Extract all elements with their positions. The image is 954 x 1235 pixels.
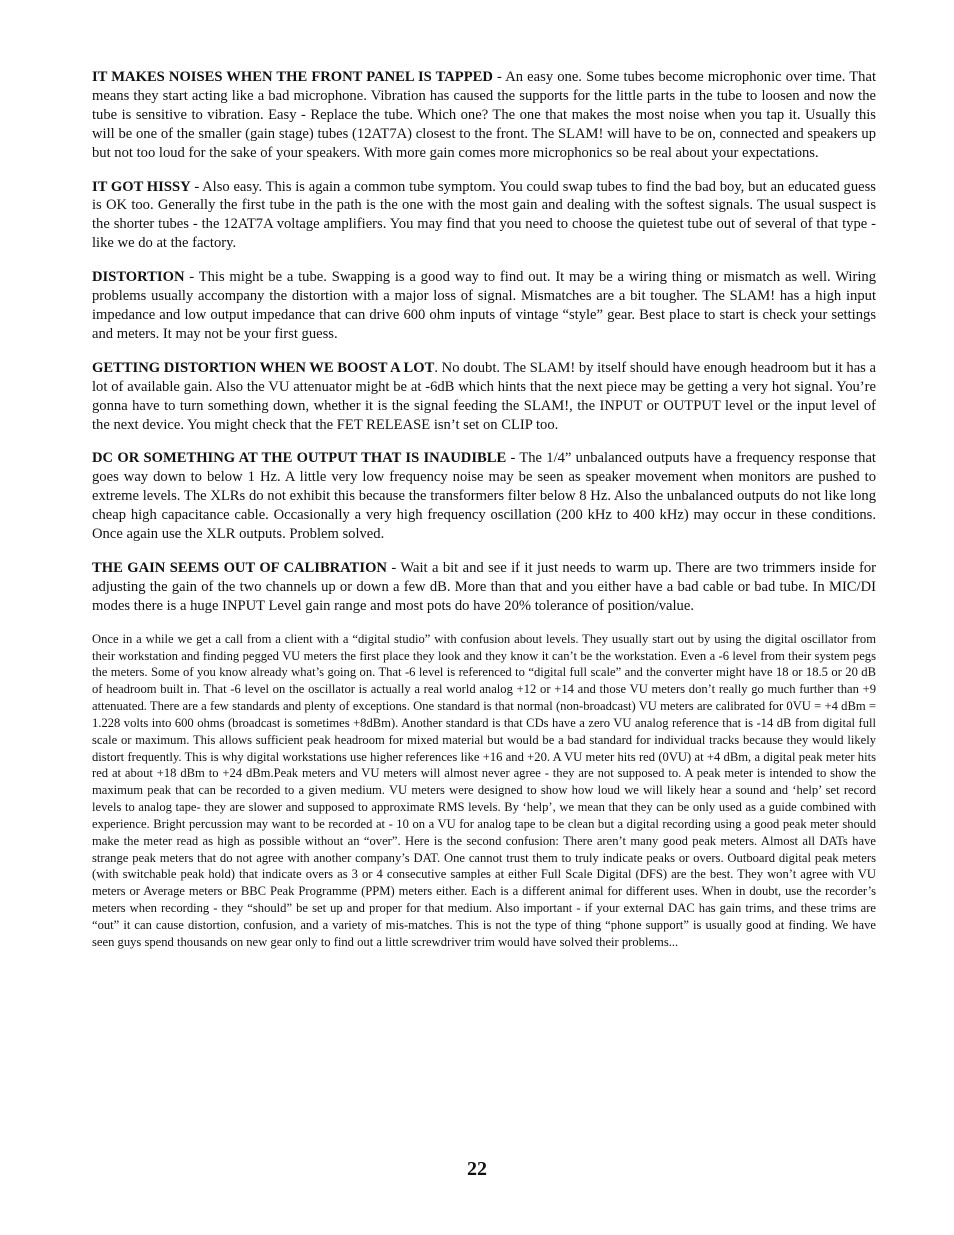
digital-levels-note: Once in a while we get a call from a client with a “digital studio” with confusion about levels. They usually start out by using the digital oscillator from their workstation and finding pegged VU meters the first place they look and they know it can’t be the workstation. Even a -6 level from their system pegs the meters. Some of you know already what’s going on. That -6 level is referenced to “digital full scale” and the converter might have 18 or 18.5 or 20 dB of headroom built in. That -6 level on the oscillator is actually a real world analog +12 or +14 and those VU meters don’t really go much further than +9 attenuated. There are a few standards and plenty of exceptions. One standard is that normal (non-broadcast) VU meters are calibrated for 0VU = +4 dBm = 1.228 volts into 600 ohms (broadcast is sometimes +8dBm). Another standard is that CDs have a zero VU analog reference that is -14 dB from digital full scale or maximum. This allows sufficient peak headroom for mixed material but would be a bad standard for individual tracks because they would likely distort frequently. This is why digital workstations use higher references like +16 and +20. A VU meter hits red (0VU) at +4 dBm, a digital peak meter hits red at about +18 dBm to +24 dBm.Peak meters and VU meters will almost never agree - they are not supposed to. A peak meter is intended to show the maximum peak that can be recorded to a given medium. VU meters were designed to show how loud we will likely hear a sound and ‘help’ set record levels to analog tape- they are slower and supposed to approximate RMS levels. By ‘help’, we mean that they can be only used as a guide combined with experience. Bright percussion may want to be recorded at - 10 on a VU for analog tape to be clean but a digital recording using a good peak meter should make the meter read as high as possible without an “over”. Here is the second confusion: There aren’t many good peak meters. Almost all DATs have strange peak meters that do not agree with another company’s DAT. One cannot trust them to truly indicate peaks or overs. Outboard digital peak meters (with switchable peak hold) that indicate overs as 3 or 4 consecutive samples at either Full Scale Digital (DFS) are the best. They won’t agree with VU meters or Average meters or BBC Peak Programme (PPM) meters either. Each is a different animal for different uses. When in doubt, use the recorder’s meters when recording - they “should” be set up and proper for that medium. Also important - if your external DAC has gain trims, and these trims are “out” it can cause distortion, confusion, and a variety of mis-matches. This is not the type of thing “phone support” is usually good at finding. We have seen guys spend thousands on new gear only to find out a little screwdriver trim would have solved their problems... xyxy=(92,631,876,949)
section-heading: DC OR SOMETHING AT THE OUTPUT THAT IS INAUDIBLE xyxy=(92,450,507,467)
section-distortion xyxy=(92,268,876,344)
section-body: - The 1/4” unbalanced outputs have a frequency response that goes way down to below 1 Hz. A little very low frequency noise may be seen as speaker movement when monitors are pushed to extreme levels. The XLRs do not exhibit this because the transformers filter below 8 Hz. Also the unbalanced outputs do not like long cheap high capacitance cable. Occasionally a very high frequency oscillation (200 kHz to 400 kHz) may occur in these conditions. Once again use the XLR outputs. Problem solved. xyxy=(92,450,876,543)
section-heading: IT GOT HISSY xyxy=(92,178,191,195)
section-heading: THE GAIN SEEMS OUT OF CALIBRATION xyxy=(92,559,387,576)
section-hissy xyxy=(92,178,876,254)
section-body: - An easy one. Some tubes become microphonic over time. That means they start acting like a bad microphone. Vibration has caused the supports for the little parts in the tube to loosen and now the tube is sensitive to vibration. Easy - Replace the tube. Which one? The one that makes the most noise when you tap it. Usually this will be one of the smaller (gain stage) tubes (12AT7A) closest to the front. The SLAM! will have to be on, connected and speakers up but not too loud for the sake of your speakers. With more gain comes more microphonics so be real about your expectations. xyxy=(92,69,877,161)
section-heading: IT MAKES NOISES WHEN THE FRONT PANEL IS TAPPED xyxy=(92,69,493,85)
section-body: . No doubt. The SLAM! by itself should have enough headroom but it has a lot of available gain. Also the VU attenuator might be at -6dB which hints that the next piece may be getting a very hot signal. You’re gonna have to turn something down, whether it is the signal feeding the SLAM!, the INPUT or OUTPUT level or the input level of the next device. You might check that the FET RELEASE isn’t set on CLIP too. xyxy=(92,359,876,433)
section-body: - Wait a bit and see if it just needs to warm up. There are two trimmers inside for adjusting the gain of the two channels up or down a few dB. More than that and you either have a bad cable or bad tube. In MIC/DI modes there is a huge INPUT Level gain range and most pots do have 20% tolerance of position/value. xyxy=(92,559,876,614)
section-body: - Also easy. This is again a common tube symptom. You could swap tubes to find the bad boy, but an educated guess is OK too. Generally the first tube in the path is the one with the most gain and dealing with the softest signals. The usual suspect is the shorter tubes - the 12AT7A voltage amplifiers. You may find that you need to choose the quietest tube out of several of that type - like we do at the factory. xyxy=(92,178,876,252)
manual-page xyxy=(92,68,876,951)
section-body: - This might be a tube. Swapping is a good way to find out. It may be a wiring thing or mismatch as well. Wiring problems usually accompany the distortion with a major loss of signal. Mismatches are a bit tougher. The SLAM! has a high input impedance and low output impedance that can drive 600 ohm inputs of vintage “style” gear. Best place to start is check your settings and meters. It may not be your first guess. xyxy=(92,269,876,342)
section-dc-output xyxy=(92,449,876,544)
section-boost-distortion xyxy=(92,359,876,435)
page-number: 22 xyxy=(467,1158,487,1180)
section-heading: DISTORTION xyxy=(92,269,185,286)
section-microphonic-tubes xyxy=(92,68,876,163)
section-gain-calibration xyxy=(92,559,876,616)
section-heading: GETTING DISTORTION WHEN WE BOOST A LOT xyxy=(92,359,435,376)
